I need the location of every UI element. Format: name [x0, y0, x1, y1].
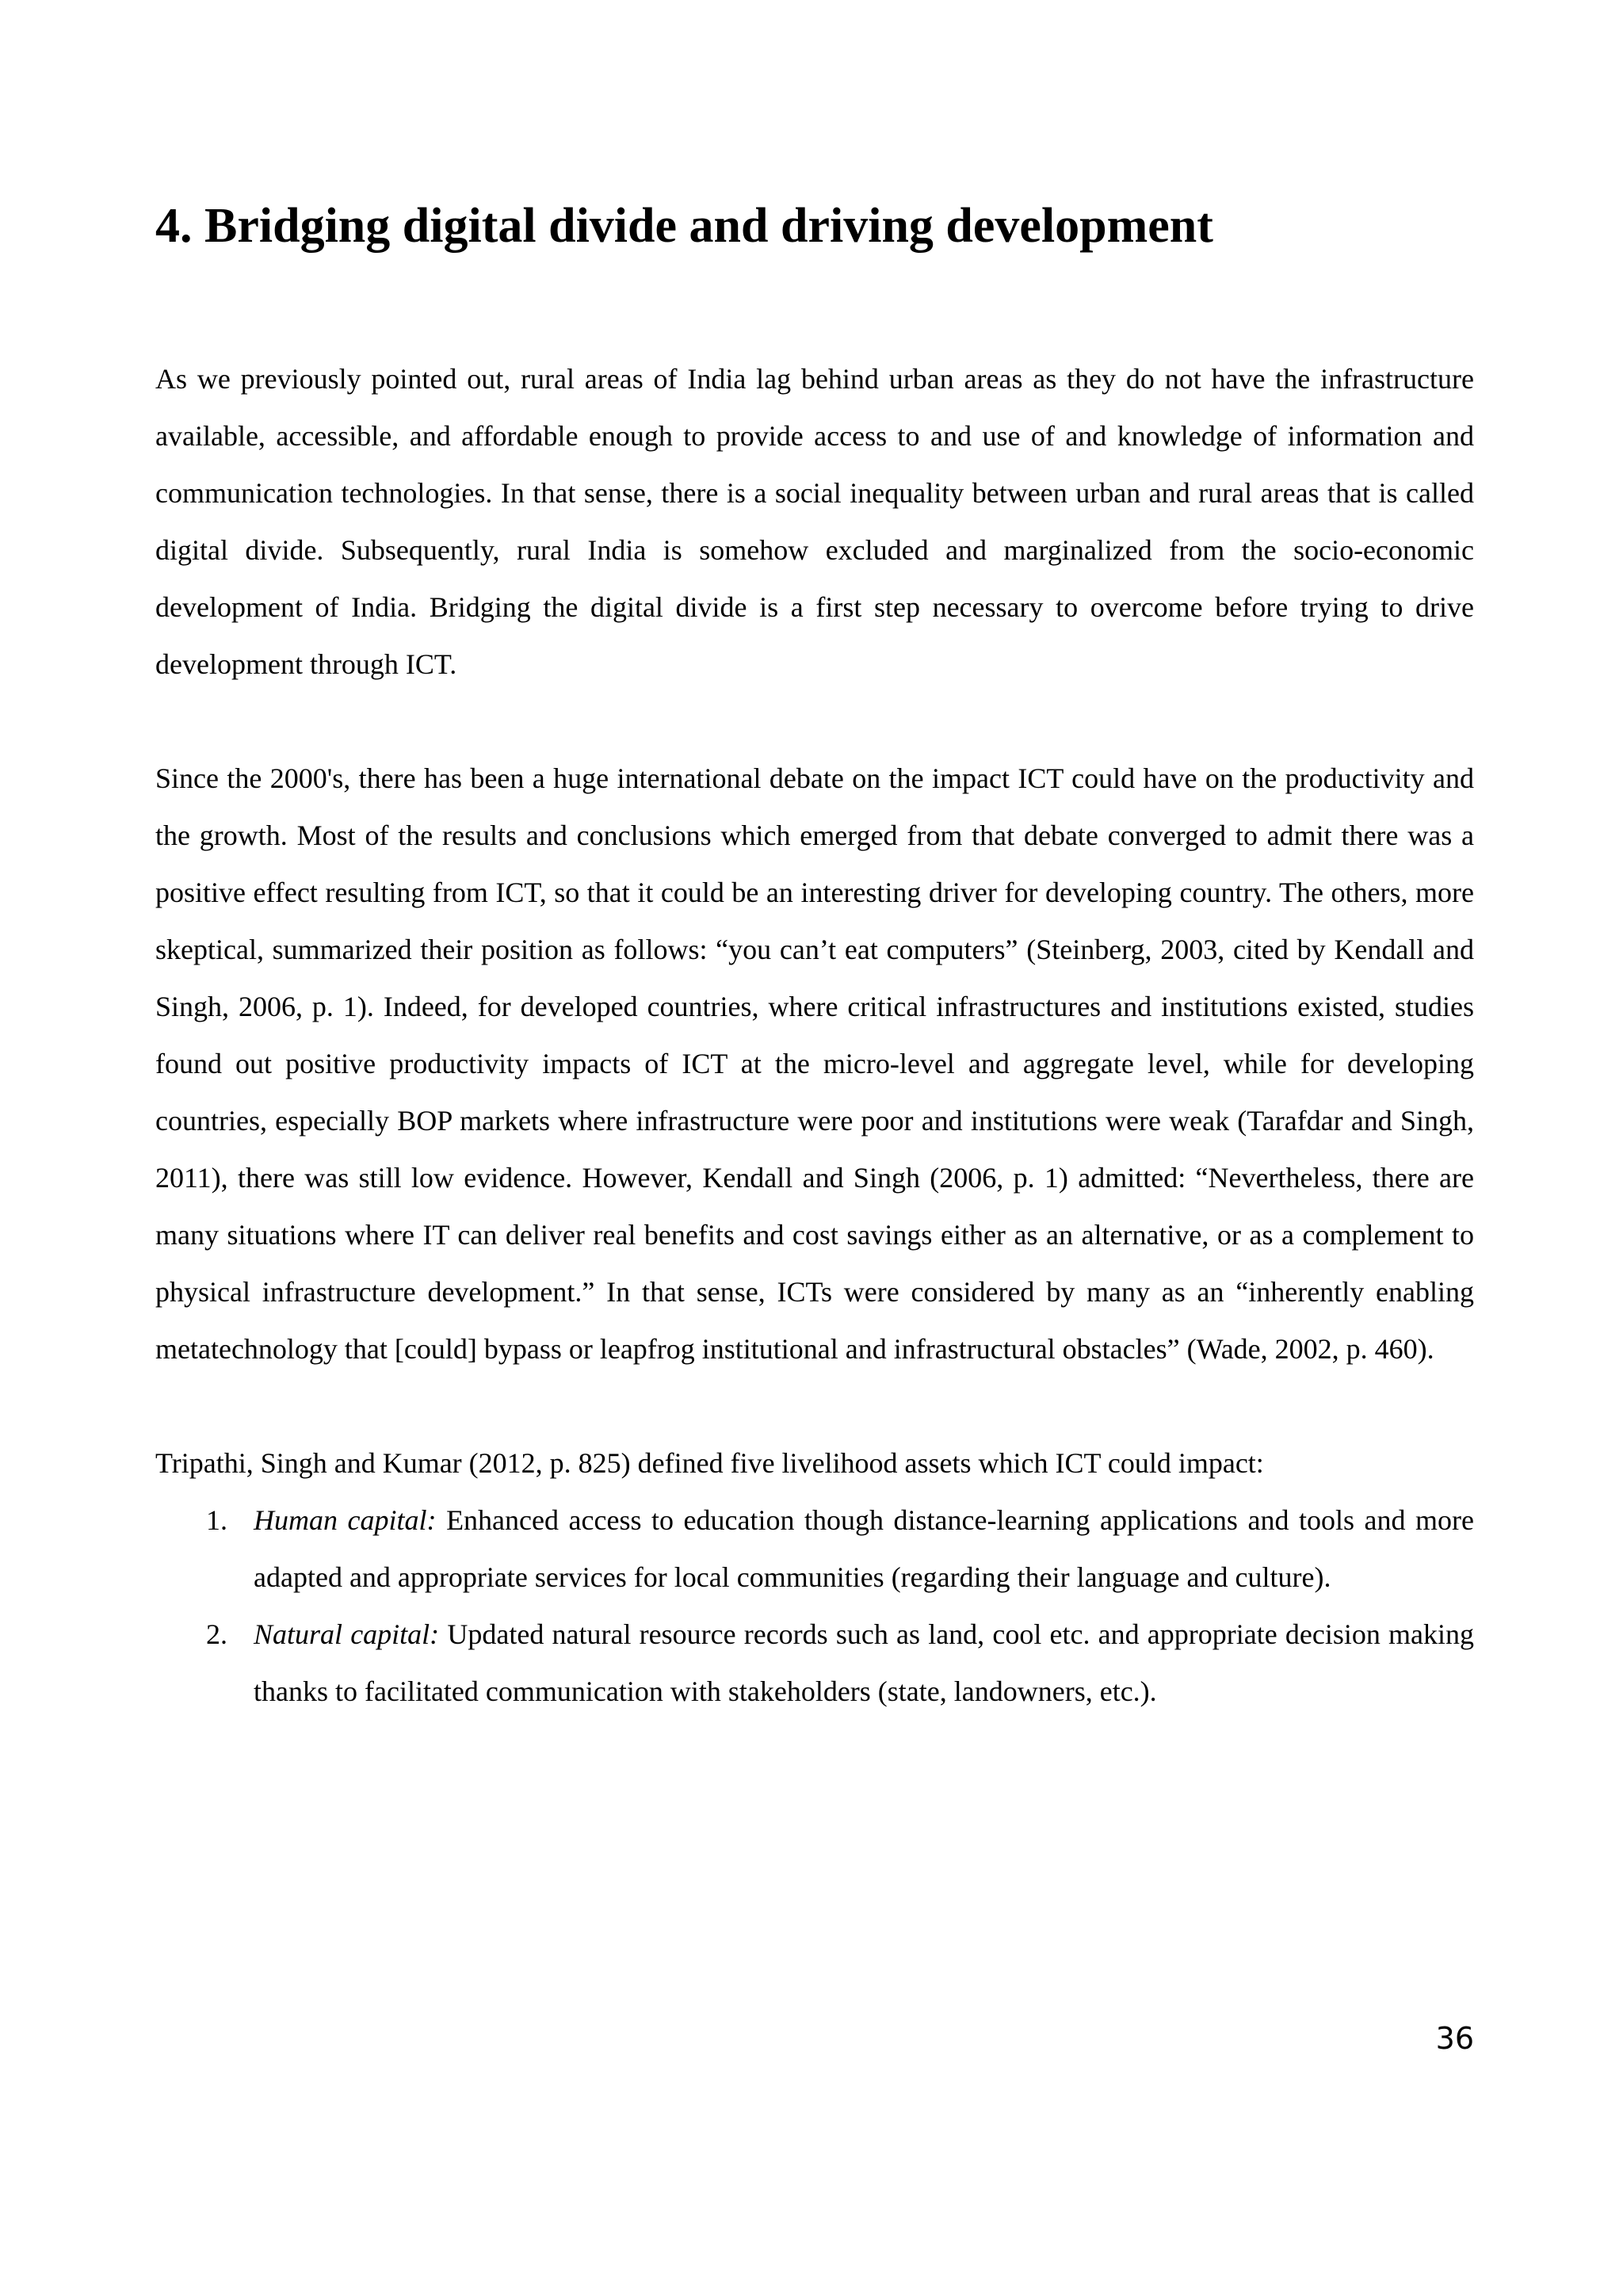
- list-item-text: Enhanced access to education though distance-learning applications and tools and more adapted and appropriate services for local communities (regarding their language and culture).: [254, 1504, 1475, 1593]
- paragraph-ict-debate: Since the 2000's, there has been a huge international debate on the impact ICT could have on the productivity and the growth. Most of the results and conclusions which emerged from that debate converged to admit there was a positive effect resulting from ICT, so that it could be an interesting driver for developing country. The others, more skeptical, summarized their position as follows: “you can’t eat computers” (Steinberg, 2003, cited by Kendall and Singh, 2006, p. 1). Indeed, for developed countries, where critical infrastructures and institutions existed, studies found out positive productivity impacts of ICT at the micro-level and aggregate level, while for developing countries, especially BOP markets where infrastructure were poor and institutions were weak (Tarafdar and Singh, 2011), there was still low evidence. However, Kendall and Singh (2006, p. 1) admitted: “Nevertheless, there are many situations where IT can deliver real benefits and cost savings either as an alternative, or as a complement to physical infrastructure development.” In that sense, ICTs were considered by many as an “inherently enabling metatechnology that [could] bypass or leapfrog institutional and infrastructural obstacles” (Wade, 2002, p. 460).: [155, 762, 1474, 1365]
- livelihood-assets-list: [155, 1492, 1474, 1720]
- list-intro: Tripathi, Singh and Kumar (2012, p. 825) defined five livelihood assets which ICT could impact:: [155, 1447, 1264, 1479]
- list-item-number: 2.: [206, 1618, 227, 1650]
- section-heading: 4. Bridging digital divide and driving development: [155, 199, 1213, 253]
- page-content: [155, 190, 1474, 1720]
- page-number: 36: [1435, 2021, 1474, 2056]
- list-item-number: 1.: [206, 1504, 227, 1536]
- list-item: [155, 1606, 1474, 1720]
- list-item-title: Human capital:: [254, 1504, 437, 1536]
- paragraph-digital-divide: As we previously pointed out, rural areas of India lag behind urban areas as they do not have the infrastructure available, accessible, and affordable enough to provide access to and use of and knowledge of information and communication technologies. In that sense, there is a social inequality between urban and rural areas that is called digital divide. Subsequently, rural India is somehow excluded and marginalized from the socio-economic development of India. Bridging the digital divide is a first step necessary to overcome before trying to drive development through ICT.: [155, 363, 1474, 680]
- list-item-title: Natural capital:: [254, 1618, 440, 1650]
- list-item-text: Updated natural resource records such as land, cool etc. and appropriate decision making thanks to facilitated communication with stakeholders (state, landowners, etc.).: [254, 1618, 1475, 1707]
- list-item: [155, 1492, 1474, 1606]
